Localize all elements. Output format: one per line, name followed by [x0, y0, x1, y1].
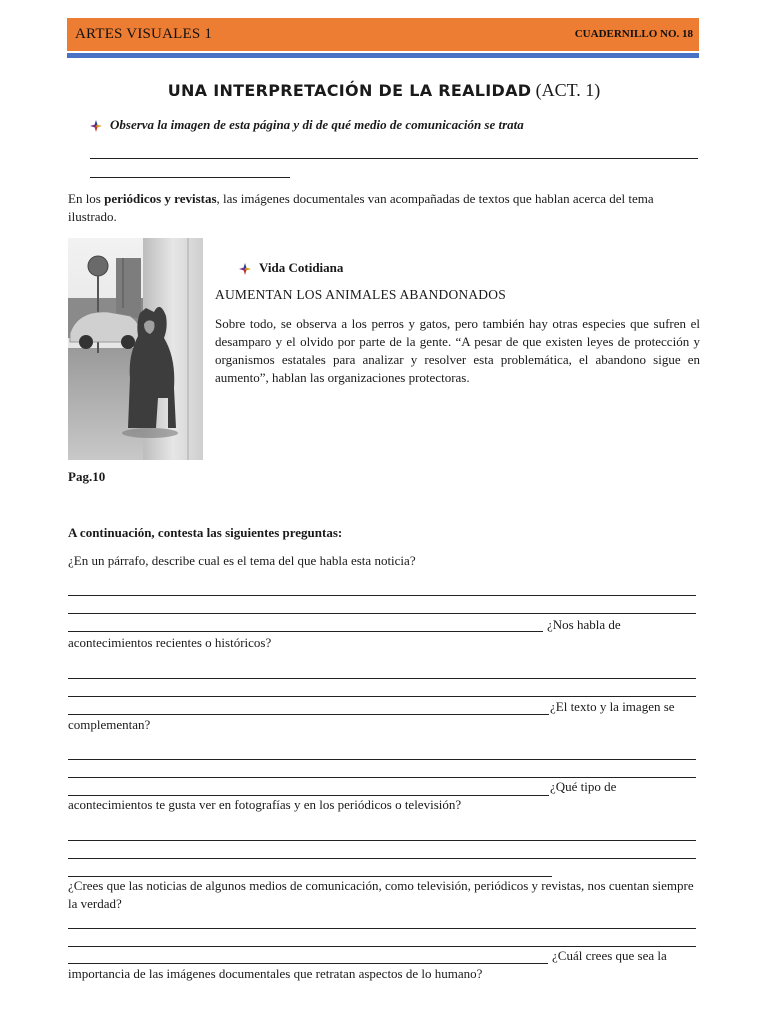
bullet-icon: [90, 120, 102, 132]
question-3: ¿El texto y la imagen se: [550, 699, 675, 714]
question-3-cont: complementan?: [68, 717, 151, 732]
answer-line[interactable]: [68, 595, 696, 596]
answer-line[interactable]: [68, 963, 548, 964]
answer-line[interactable]: [90, 158, 698, 159]
question-1: ¿En un párrafo, describe cual es el tema del que habla esta noticia?: [68, 553, 416, 568]
article-section: Vida Cotidiana: [239, 260, 700, 276]
title-activity: (ACT. 1): [535, 80, 601, 100]
question-4: ¿Qué tipo de: [550, 779, 617, 794]
answer-line[interactable]: [90, 177, 290, 178]
answer-line[interactable]: [68, 696, 696, 697]
article-headline: AUMENTAN LOS ANIMALES ABANDONADOS: [215, 287, 506, 302]
question-2-cont: acontecimientos recientes o históricos?: [68, 635, 272, 650]
answer-line[interactable]: [68, 631, 543, 632]
answer-line[interactable]: [68, 840, 696, 841]
instruction-text: Observa la imagen de esta página y di de qué medio de comunicación se trata: [110, 117, 524, 132]
news-article: [215, 260, 700, 387]
page-label: Pag.10: [68, 469, 106, 484]
answer-line[interactable]: [68, 928, 696, 929]
answer-line[interactable]: [68, 858, 696, 859]
answer-line[interactable]: [68, 714, 549, 715]
title-main: UNA INTERPRETACIÓN DE LA REALIDAD: [167, 81, 532, 100]
intro-paragraph: En los periódicos y revistas, las imágenes documentales van acompañadas de textos que hablan acerca del tema ilustrado.: [68, 191, 654, 224]
answer-line[interactable]: [68, 759, 696, 760]
answer-line[interactable]: [68, 678, 696, 679]
question-2: ¿Nos habla de: [547, 617, 621, 632]
question-6: ¿Cuál crees que sea la: [552, 948, 667, 963]
header-banner: [67, 18, 699, 51]
intro-bold: periódicos y revistas: [104, 191, 217, 206]
instruction: [90, 117, 524, 133]
article-body: Sobre todo, se observa a los perros y gatos, pero también hay otras especies que sufren el desamparo y el olvido por parte de la gente. “A pesar de que existen leyes de protección y organismos estatales para analizar y resolver esta problemática, el abandono sigue en aumento”, hablan las organizaciones protectoras.: [215, 316, 700, 385]
bullet-icon: [239, 263, 251, 275]
subject-label: ARTES VISUALES 1: [75, 26, 213, 42]
dog-photo: [68, 238, 203, 460]
question-5: ¿Crees que las noticias de algunos medios de comunicación, como televisión, periódicos y revistas, nos cuentan siempre la verdad?: [68, 878, 694, 911]
question-4-cont: acontecimientos te gusta ver en fotografías y en los periódicos o televisión?: [68, 797, 462, 812]
booklet-number: CUADERNILLO NO. 18: [574, 28, 693, 40]
answer-line[interactable]: [68, 613, 696, 614]
page-title: [0, 80, 768, 101]
questions-heading: A continuación, contesta las siguientes preguntas:: [68, 525, 343, 540]
header-rule: [67, 53, 699, 58]
question-6-cont: importancia de las imágenes documentales que retratan aspectos de lo humano?: [68, 966, 483, 981]
